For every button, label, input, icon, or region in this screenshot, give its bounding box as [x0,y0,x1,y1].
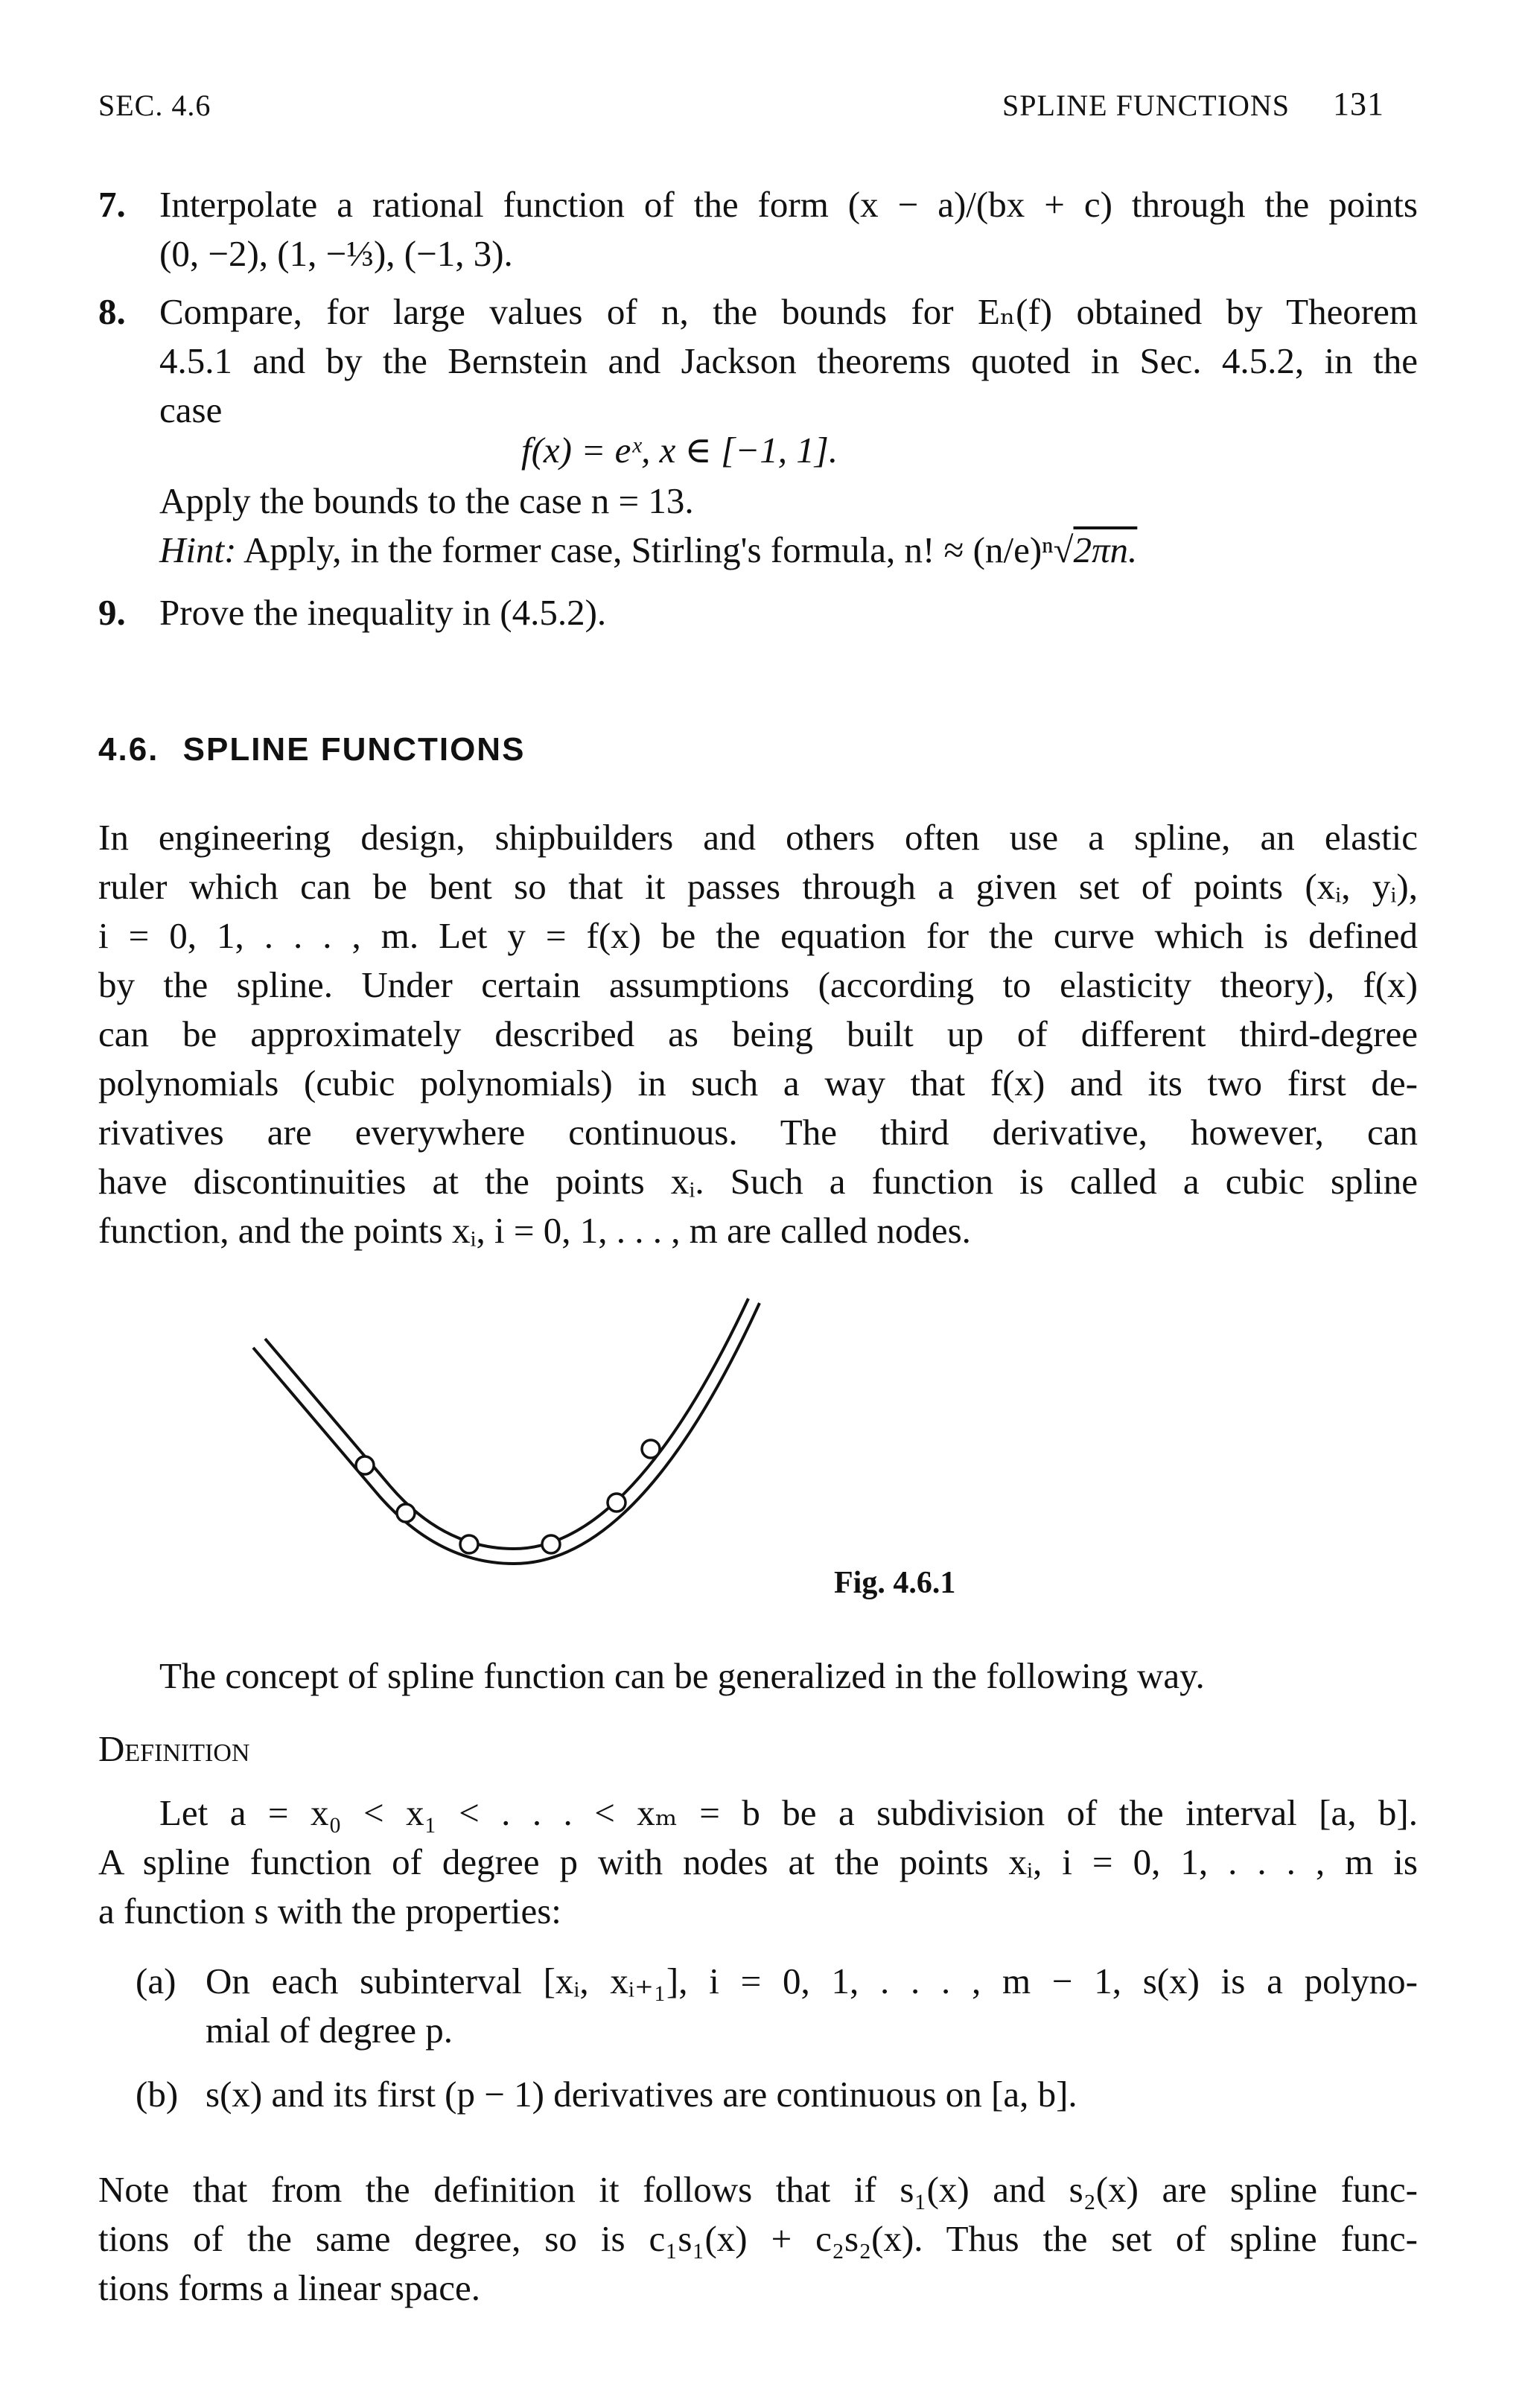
spline-curve-outer [253,1303,760,1564]
exercise-7-number: 7. [98,184,126,225]
note-line: tions forms a linear space. [98,2267,480,2308]
exercise-8-formula: f(x) = eˣ, x ∈ [−1, 1]. [521,430,838,471]
exercise-8-number: 8. [98,291,126,332]
intro-line: i = 0, 1, . . . , m. Let y = f(x) be the equation for the curve which is defined [98,915,1418,956]
exercise-7-text [159,180,1418,278]
figure-caption: Fig. 4.6.1 [834,1566,956,1600]
peg-node [397,1504,415,1522]
peg-node [460,1535,478,1553]
intro-line: polynomials (cubic polynomials) in such a way that f(x) and its two first de- [98,1063,1418,1103]
exercise-7-line: (0, −2), (1, −⅓), (−1, 3). [159,233,513,274]
intro-paragraph [98,813,1418,1255]
hint-label: Hint: [159,529,237,570]
exercise-7-line: Interpolate a rational function of the form (x − a)/(bx + c) through the points [159,184,1418,225]
intro-line: by the spline. Under certain assumptions (according to elasticity theory), f(x) [98,964,1418,1005]
exercise-8-apply: Apply the bounds to the case n = 13. [159,480,694,521]
definition-text [98,1789,1418,1936]
definition-line: Let a = x₀ < x₁ < . . . < xₘ = b be a subdivision of the interval [a, b]. [159,1792,1418,1833]
peg-node [608,1494,625,1512]
section-number: 4.6. [98,731,159,768]
property-a-label: (a) [136,1961,176,2001]
exercise-8-line: Compare, for large values of n, the bounds for Eₙ(f) obtained by Theorem [159,291,1418,332]
hint-text: Apply, in the former case, Stirling's formula, n! ≈ (n/e)ⁿ [243,529,1054,570]
intro-line: have discontinuities at the points xᵢ. Such a function is called a cubic spline [98,1161,1418,1202]
section-title: SPLINE FUNCTIONS [182,731,526,768]
spline-curve-inner [265,1299,748,1549]
running-title: SPLINE FUNCTIONS [1002,89,1290,122]
exercise-8-line: 4.5.1 and by the Bernstein and Jackson theorems quoted in Sec. 4.5.2, in the [159,340,1418,381]
property-line: mial of degree p. [206,2010,453,2051]
exercise-8-hint: Hint: Apply, in the former case, Stirling's formula, n! ≈ (n/e)ⁿ√2πn. [159,529,1138,570]
note-paragraph [98,2165,1418,2313]
intro-line: can be approximately described as being built up of different third-degree [98,1013,1418,1054]
intro-line: function, and the points xᵢ, i = 0, 1, . . . , m are called nodes. [98,1210,971,1251]
definition-label: Definition [98,1728,250,1769]
page-number: 131 [1333,86,1384,122]
intro-line: In engineering design, shipbuilders and others often use a spline, an elastic [98,817,1418,858]
property-a-text [206,1957,1418,2055]
intro-line: rivatives are everywhere continuous. The third derivative, however, can [98,1112,1418,1153]
spline-figure [223,1296,819,1653]
peg-node [542,1535,560,1553]
intro-line: ruler which can be bent so that it passes through a given set of points (xᵢ, yᵢ), [98,866,1418,907]
property-line: On each subinterval [xᵢ, xᵢ₊₁], i = 0, 1, . . . , m − 1, s(x) is a polyno- [206,1961,1418,2001]
definition-line: a function s with the properties: [98,1891,561,1931]
exercise-8-line: case [159,389,223,430]
property-b-label: (b) [136,2074,179,2115]
property-b-text: s(x) and its first (p − 1) derivatives are continuous on [a, b]. [206,2074,1077,2115]
definition-line: A spline function of degree p with nodes at the points xᵢ, i = 0, 1, . . . , m is [98,1841,1418,1882]
exercise-8-text [159,287,1418,435]
exercise-9-number: 9. [98,592,126,633]
exercise-9-text: Prove the inequality in (4.5.2). [159,592,607,633]
note-line: Note that from the definition it follows that if s₁(x) and s₂(x) are spline func- [98,2169,1418,2210]
peg-node [642,1440,660,1458]
hint-sqrt: 2πn. [1073,529,1138,570]
section-heading [98,731,525,768]
peg-node [356,1456,374,1474]
note-line: tions of the same degree, so is c₁s₁(x) + c₂s₂(x). Thus the set of spline func- [98,2218,1418,2259]
generalize-sentence: The concept of spline function can be generalized in the following way. [159,1655,1205,1696]
section-ref: SEC. 4.6 [98,89,211,122]
